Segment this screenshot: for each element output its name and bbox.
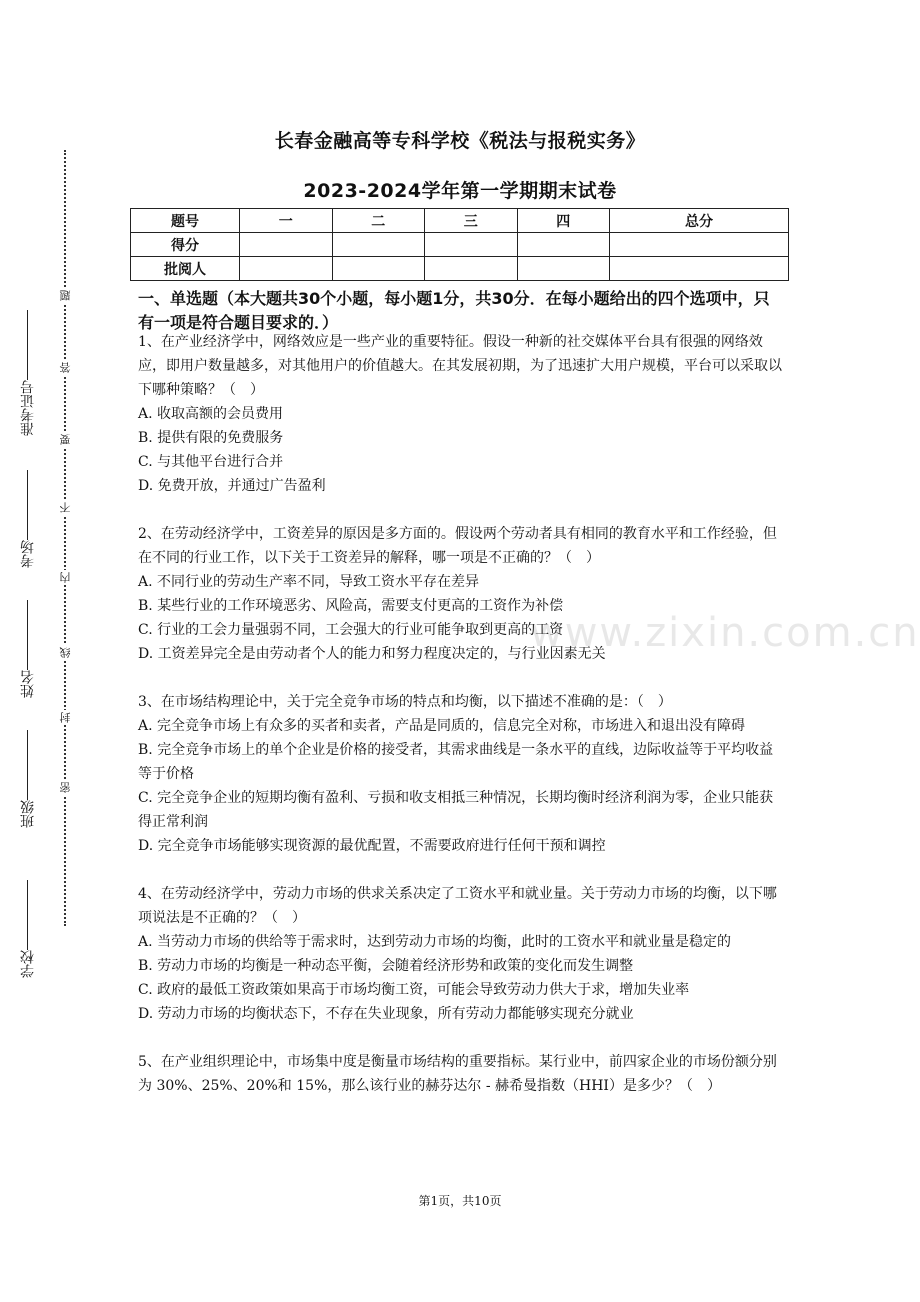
question-option: D. 劳动力市场的均衡状态下，不存在失业现象，所有劳动力都能够实现充分就业: [138, 1006, 634, 1022]
seal-char: 要: [59, 434, 72, 445]
question-stem: 1、在产业经济学中，网络效应是一些产业的重要特征。假设一种新的社交媒体平台具有很强的网络效应，即用户数量越多，对其他用户的价值越大。在其发展初期，为了迅速扩大用户规模，平台可以采取以下哪种策略？（ ）: [138, 334, 782, 398]
question-option: A. 收取高额的会员费用: [138, 406, 284, 422]
question-option: D. 完全竞争市场能够实现资源的最优配置，不需要政府进行任何干预和调控: [138, 838, 606, 854]
question-item: [138, 330, 783, 498]
grader-cell[interactable]: [425, 257, 518, 281]
exam-subtitle: 2023-2024学年第一学期期末试卷: [303, 180, 617, 202]
question-stem: 5、在产业组织理论中，市场集中度是衡量市场结构的重要指标。某行业中，前四家企业的市场份额分别为 30%、25%、20%和 15%，那么该行业的赫芬达尔 - 赫希曼指数（HHI）是多少？（ ）: [138, 1054, 777, 1094]
question-option: C. 完全竞争企业的短期均衡有盈利、亏损和收支相抵三种情况，长期均衡时经济利润为零，企业只能获得正常利润: [138, 790, 774, 830]
score-cell[interactable]: [425, 233, 518, 257]
question-option: D. 工资差异完全是由劳动者个人的能力和努力程度决定的，与行业因素无关: [138, 646, 606, 662]
score-header-cell: 总分: [610, 209, 789, 233]
question-item: [138, 1050, 783, 1098]
score-cell[interactable]: [332, 233, 425, 257]
margin-field: [18, 880, 44, 978]
seal-char: 不: [59, 502, 72, 513]
question-stem: 3、在市场结构理论中，关于完全竞争市场的特点和均衡，以下描述不准确的是：（ ）: [138, 694, 672, 710]
question-list: [138, 330, 783, 1122]
question-option: A. 完全竞争市场上有众多的买者和卖者，产品是同质的，信息完全对称，市场进入和退出没有障碍: [138, 718, 746, 734]
score-row: [131, 233, 789, 257]
question-item: [138, 690, 783, 858]
margin-field-label: 学校: [20, 950, 36, 978]
grader-cell[interactable]: [332, 257, 425, 281]
question-option: C. 行业的工会力量强弱不同，工会强大的行业可能争取到更高的工资: [138, 622, 564, 638]
question-option: C. 政府的最低工资政策如果高于市场均衡工资，可能会导致劳动力供大于求，增加失业率: [138, 982, 690, 998]
question-option: A. 不同行业的劳动生产率不同，导致工资水平存在差异: [138, 574, 480, 590]
question-option: B. 完全竞争市场上的单个企业是价格的接受者，其需求曲线是一条水平的直线，边际收益等于平均收益等于价格: [138, 742, 774, 782]
question-item: [138, 522, 783, 666]
grader-row-label: 批阅人: [131, 257, 240, 281]
seal-char: 题: [59, 290, 72, 301]
score-table-header-row: [131, 209, 789, 233]
score-header-cell: 二: [332, 209, 425, 233]
question-option: B. 提供有限的免费服务: [138, 430, 284, 446]
question-stem: 2、在劳动经济学中，工资差异的原因是多方面的。假设两个劳动者具有相同的教育水平和工作经验，但在不同的行业工作，以下关于工资差异的解释，哪一项是不正确的？（ ）: [138, 526, 777, 566]
grader-cell[interactable]: [517, 257, 610, 281]
question-option: A. 当劳动力市场的供给等于需求时，达到劳动力市场的均衡，此时的工资水平和就业量是稳定的: [138, 934, 732, 950]
score-row-label: 得分: [131, 233, 240, 257]
margin-field: [18, 730, 44, 828]
seal-char: 线: [59, 647, 72, 658]
question-option: B. 劳动力市场的均衡是一种动态平衡，会随着经济形势和政策的变化而发生调整: [138, 958, 634, 974]
margin-blank-line[interactable]: [28, 310, 29, 380]
margin-field-label: 考场: [20, 540, 36, 568]
score-cell[interactable]: [517, 233, 610, 257]
score-header-cell: 题号: [131, 209, 240, 233]
seal-char: 内: [59, 572, 72, 583]
margin-field-label: 姓名: [20, 670, 36, 698]
score-header-cell: 一: [240, 209, 333, 233]
question-option: D. 免费开放，并通过广告盈利: [138, 478, 326, 494]
margin-field-label: 准考证号: [20, 380, 36, 436]
question-option: C. 与其他平台进行合并: [138, 454, 284, 470]
section-heading: 一、单选题（本大题共30个小题，每小题1分，共30分．在每小题给出的四个选项中，只有一项是符合题目要求的．）: [138, 289, 770, 332]
margin-blank-line[interactable]: [28, 600, 29, 670]
grader-cell[interactable]: [240, 257, 333, 281]
score-cell[interactable]: [240, 233, 333, 257]
margin-blank-line[interactable]: [28, 470, 29, 540]
margin-field: [18, 600, 44, 698]
score-table: [130, 208, 789, 281]
margin-field: [18, 470, 44, 568]
seal-char: 密: [59, 782, 72, 793]
grader-cell[interactable]: [610, 257, 789, 281]
margin-blank-line[interactable]: [28, 730, 29, 800]
seal-char: 封: [59, 712, 72, 723]
exam-title: 长春金融高等专科学校《税法与报税实务》: [274, 130, 646, 152]
score-cell[interactable]: [610, 233, 789, 257]
margin-field: [18, 310, 44, 436]
grader-row: [131, 257, 789, 281]
question-item: [138, 882, 783, 1026]
binding-dotted-line: [64, 150, 66, 926]
margin-blank-line[interactable]: [28, 880, 29, 950]
question-stem: 4、在劳动经济学中，劳动力市场的供求关系决定了工资水平和就业量。关于劳动力市场的均衡，以下哪项说法是不正确的？（ ）: [138, 886, 777, 926]
watermark: www.zixin.com.cn: [530, 610, 920, 656]
margin-field-label: 班级: [20, 800, 36, 828]
page-footer: 第1页，共10页: [418, 1194, 502, 1208]
seal-char: 答: [59, 362, 72, 373]
score-header-cell: 三: [425, 209, 518, 233]
question-option: B. 某些行业的工作环境恶劣、风险高，需要支付更高的工资作为补偿: [138, 598, 564, 614]
score-header-cell: 四: [517, 209, 610, 233]
